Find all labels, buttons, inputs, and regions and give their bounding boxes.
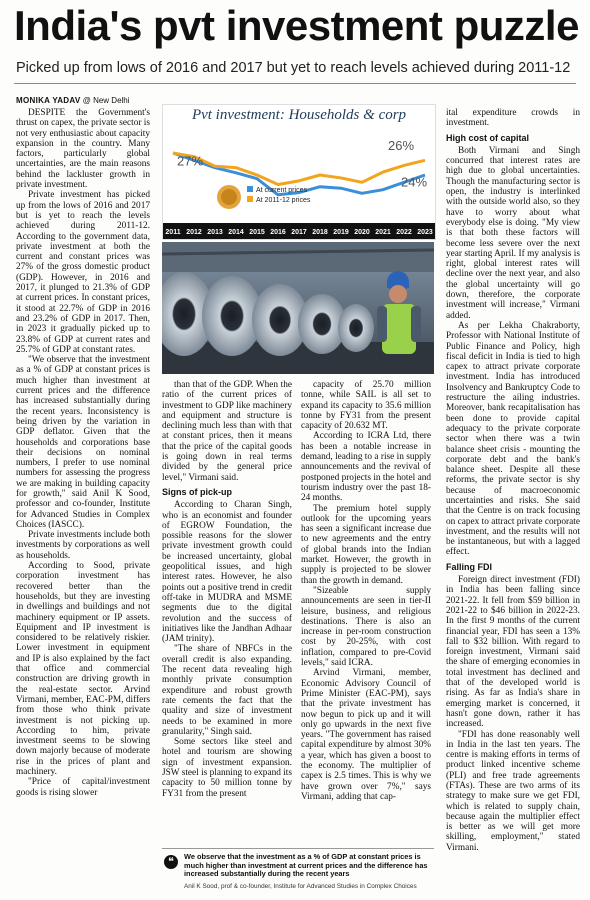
paragraph: Some sectors like steel and hotel and tourism are showing sign of investment expansion. JSW steel is planning to expand its capacity to 50 million tonne by FY31 from the present	[162, 737, 292, 799]
column-2-body-b	[162, 500, 292, 799]
paragraph: capacity of 25.70 million tonne, while SAIL is all set to expand its capacity to 35.6 million tonne by FY31 from the present capacity of 20.632 MT.	[301, 380, 431, 432]
x-tick-label: 2022	[396, 229, 412, 236]
section-heading-signs-of-pickup: Signs of pick-up	[162, 486, 233, 497]
paragraph: According to Charan Singh, who is an economist and founder of EGROW Foundation, the possible reasons for the slower private investment growth could be increased uncertainty, global geopolitical issues, and high interest rates. However, he also points out a positive trend in credit off-take in MUDRA and MSME segments due to the digital revolution and the success of initiatives like the Jandhan Adhaar (JAM trinity).	[162, 500, 292, 645]
paragraph: "Sizeable supply announcements are seen in tier-II leisure, business, and religious destinations. There is also an increase in per-room construction cost by 20-25%, with cost inflation, compared to pre-Covid levels," said ICRA.	[301, 585, 431, 669]
author-name: MONIKA YADAV	[16, 96, 81, 105]
column-4-body-a	[446, 108, 580, 129]
x-tick-label: 2021	[375, 229, 391, 236]
column-3-body	[301, 380, 431, 802]
annotation-label: 26%	[388, 138, 415, 154]
paragraph: As per Lekha Chakraborty, Professor with National Institute of Public Finance and Policy, high fiscal deficit in India is tied to high capex to attract private corporate investment. India has introduced Insolvency and Bankruptcy Code to restructure the ailing industries. Moreover, bank recapitalisation has been done to provide capital adequacy to the private corporate sector when there was a twin balance sheet crisis - mounting the corporate debt and the bank's balance sheet. Despite all these reforms, the private sector is shy because of macroeconomic uncertainties and risks. She said that the Centre is on track focusing on capex to attract private corporate investment, and the results will not be instantaneous, but with a lagged effect.	[446, 320, 580, 558]
quote-icon: ❝	[164, 855, 178, 869]
column-4-body-c	[446, 575, 580, 853]
legend-label: At current prices	[256, 187, 307, 194]
x-tick-label: 2017	[291, 229, 307, 236]
paragraph: DESPITE the Government's thrust on capex, the private sector is not very enthusiastic about capacity expansion in the country. Many factors, particularly global uncertainties, are the main reasons behind the lackluster growth in private investment.	[16, 108, 150, 191]
column-3	[301, 380, 431, 848]
legend-swatch	[247, 196, 253, 202]
paragraph: Private investments include both investments by corporations as well as households.	[16, 530, 150, 561]
coin-icon	[221, 189, 237, 205]
chart	[162, 104, 436, 240]
paragraph: Both Virmani and Singh concurred that interest rates are high due to global uncertainties. Though the manufacturing sector is open, the industry is interlinked with the outside world also, so they have to worry about what everybody else is doing. "My view is that both these factors will become less severe over the next year starting April. If my analysis is right, global interest rates will decline over the next year, and also the global uncertainty will go down, therefore, the corporate investment will increase," Virmani added.	[446, 145, 580, 321]
paragraph: than that of the GDP. When the ratio of the current prices of investment to GDP like machinery and equipment and structure is declining much less than with that at constant prices, then it means that the price of the capital goods is going down in real terms divided by the general price level," Virmani said.	[162, 380, 292, 483]
x-tick-label: 2015	[249, 229, 265, 236]
byline	[16, 96, 130, 106]
paragraph: "The share of NBFCs in the overall credit is also expanding. The recent data revealing high monthly private consumption expenditure and robust growth rate cements the fact that the quality and size of investment needs to be examined in more granularity," Singh said.	[162, 644, 292, 737]
x-tick-label: 2019	[333, 229, 349, 236]
chart-svg	[163, 105, 435, 239]
steel-coils-photo	[162, 242, 434, 374]
x-tick-label: 2018	[312, 229, 328, 236]
paragraph: ital expenditure crowds in investment.	[446, 108, 580, 129]
paragraph: Private investment has picked up from the lows of 2016 and 2017 but is yet to reach the levels achieved during 2011-12. According to the government data, private investment at both the current and constant prices was 27% of the gross domestic product (GDP). However, in 2016 and 2017, it plunged to 21.3% of GDP at current prices. In constant prices, it stood at 22.7% of GDP in 2016 and 23.2% of GDP in 2017. Then, in 2023 it gradually picked up to 23.8% of GDP at current rates and 25.7% of GDP at constant rates.	[16, 190, 150, 355]
paragraph: According to Sood, private corporation investment has recovered better than the households, but they are investing in dwellings and buildings and not machinery equipment or IP assets. Equipment and IP investment is considered to be relatively riskier. Lower investment in equipment and IP is also explained by the fact that office and commercial construction are driving growth in the real-estate sector. Arvind Virmani, member, EAC-PM, differs from those who think private investment is not picking up. According to him, private investment seems to be slowing down majorly because of moderate rise in the prices of plant and machinery.	[16, 561, 150, 777]
steel-coils-illustration	[162, 242, 434, 374]
column-4	[446, 108, 580, 893]
legend-swatch	[247, 186, 253, 192]
x-tick-label: 2011	[165, 229, 181, 236]
x-tick-label: 2023	[417, 229, 433, 236]
pull-quote-text: We observe that the investment as a % of GDP at constant prices is much higher than investment at current prices and the difference has increased substantially during the recent years	[184, 852, 428, 879]
paragraph: Arvind Virmani, member, Economic Advisory Council of Prime Minister (EAC-PM), says that the private investment has now begun to pick up and it will only go upwards in the next five years. "The government has raised capital expenditure by almost 30% a year, which has given a boost to the economy. The multiplier of capex is 2.5 times. This is why we have grown over 7%," says Virmani, adding that cap-	[301, 668, 431, 802]
paragraph: "FDI has done reasonably well in India in the last ten years. The centre is making efforts in terms of product linked incentive scheme (PLI) and free trade agreements (FTAs). These are two arms of its strategy to make sure we get FDI, which is related to supply chain, because again the multiplier effect is better as we will get more skilling, employment," stated Virmani.	[446, 729, 580, 853]
paragraph: Foreign direct investment (FDI) in India has been falling since 2021-22. It fell from $59 billion in 2021-22 to $46 billion in 2022-23. In the first 9 months of the current financial year, FDI has seen a 13% fall to $32 billion. With regard to foreign investment, Virmani said the share of emerging economies in total investment has declined and that of the developed world is rising. As far as India's share in emerging market is concerned, it hasn't gone down, rather it has increased.	[446, 575, 580, 730]
column-4-body-b	[446, 146, 580, 558]
pull-quote-attribution: Anil K Sood, prof & co-founder, Institute for Advanced Studies in Complex Choices	[184, 883, 417, 890]
section-heading-high-cost-of-capital: High cost of capital	[446, 132, 530, 143]
column-1	[16, 108, 150, 893]
column-2	[162, 380, 292, 848]
paragraph: The premium hotel supply outlook for the upcoming years has seen a significant increase due to new agreements and the entry of global brands into the Indian market. However, the growth in supply is projected to be slower than the growth in demand.	[301, 503, 431, 586]
x-tick-label: 2020	[354, 229, 370, 236]
series-line-2	[173, 153, 425, 185]
location: @ New Delhi	[82, 96, 130, 105]
section-heading-falling-fdi: Falling FDI	[446, 561, 492, 572]
annotation-label: 27%	[177, 153, 204, 169]
x-tick-label: 2016	[270, 229, 286, 236]
divider	[14, 83, 576, 84]
x-tick-label: 2014	[228, 229, 244, 236]
chart-title: Pvt investment: Households & corp	[191, 107, 407, 123]
paragraph: "Price of capital/investment goods is rising slower	[16, 777, 150, 798]
annotation-label: 24%	[401, 174, 428, 190]
legend-label: At 2011-12 prices	[256, 197, 311, 204]
column-2-body-a	[162, 380, 292, 483]
x-tick-label: 2013	[207, 229, 223, 236]
column-1-body	[16, 108, 150, 798]
pull-quote	[162, 848, 434, 895]
paragraph: "We observe that the investment as a % of GDP at constant prices is much higher than investment at current prices and the difference has increased substantially during the recent years. Inconsistency is being driven by the variation in GDP deflator. Given that the households and corporations base their decisions on nominal numbers, I prefer to use nominal numbers for assessing the progress we are making in building capacity for growth," said Anil K Sood, professor and co-founder, Institute for Advanced Studies in Complex Choices (IASCC).	[16, 355, 150, 530]
paragraph: According to ICRA Ltd, there has been a notable increase in demand, leading to a rise in supply announcements and the revival of postponed projects in the hotel and tourism industry over the past 18-24 months.	[301, 431, 431, 504]
headline: India's pvt investment puzzle	[14, 2, 579, 49]
subheadline: Picked up from lows of 2016 and 2017 but yet to reach levels achieved during 2011-12	[16, 60, 571, 76]
x-tick-label: 2012	[186, 229, 202, 236]
